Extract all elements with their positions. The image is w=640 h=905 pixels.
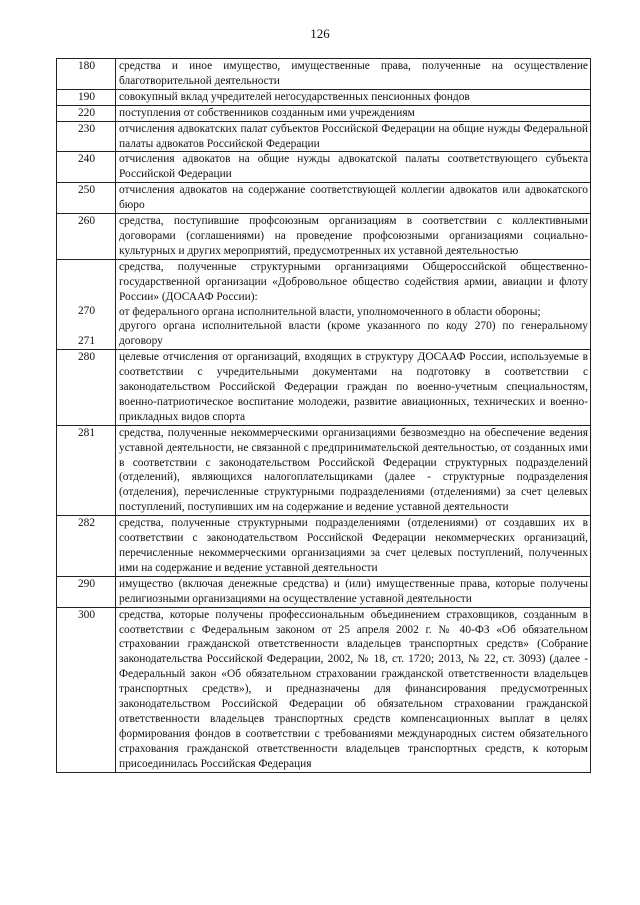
description-cell — [116, 259, 591, 349]
income-codes-table — [56, 58, 591, 773]
table-row — [57, 105, 591, 121]
description-text: поступления от собственников созданным ими учреждениям — [119, 106, 415, 119]
table-row — [57, 152, 591, 183]
code-value: 280 — [77, 351, 96, 364]
description-cell — [116, 516, 591, 577]
code-value: 190 — [77, 90, 96, 103]
code-value: 230 — [77, 122, 96, 135]
code-value: 290 — [77, 577, 96, 590]
code-cell — [57, 259, 116, 349]
code-value: 300 — [77, 608, 96, 621]
description-text: другого органа исполнительной власти (кроме указанного по коду 270) по генеральному договору — [119, 320, 588, 348]
description-cell — [116, 152, 591, 183]
description-text: средства, полученные структурными организациями Общероссийской общественно-государственной организации «Добровольное общество содействия армии, авиации и флоту России» (ДОСААФ России): — [119, 260, 588, 303]
description-text: средства, которые получены профессиональным объединением страховщиков, созданным в соответствии с Федеральным законом от 25 апреля 2002 г. № 40-ФЗ «Об обязательном страховании гражданской ответственности владельцев транспортных средств» (Собрание законодательства Российской Федерации, 2002, № 18, ст. 1720; 2013, № 22, ст. 3093) (далее - Федеральный закон «Об обязательном страховании гражданской ответственности владельцев транспортных средств»), и предназначены для финансирования предусмотренных законодательством Российской Федерации об обязательном страховании гражданской ответственности владельцев транспортных средств компенсационных выплат в целях формирования фондов в соответствии с требованиями международных систем обязательного страхования гражданской ответственности владельцев транспортных средств, к которым присоединилась Российская Федерация — [119, 608, 588, 770]
code-cell — [57, 89, 116, 105]
description-cell — [116, 59, 591, 90]
table-row — [57, 259, 591, 349]
table-row — [57, 425, 591, 515]
description-cell — [116, 183, 591, 214]
code-cell — [57, 121, 116, 152]
code-cell — [57, 105, 116, 121]
table-row — [57, 121, 591, 152]
table-row — [57, 607, 591, 772]
code-cell — [57, 576, 116, 607]
code-cell — [57, 183, 116, 214]
code-value: 240 — [77, 153, 96, 166]
description-text: совокупный вклад учредителей негосударственных пенсионных фондов — [119, 90, 470, 103]
description-text: от федерального органа исполнительной власти, уполномоченного в области обороны; — [119, 305, 541, 318]
code-value: 281 — [77, 426, 96, 439]
description-text: средства, поступившие профсоюзным организациям в соответствии с коллективными договорами (соглашениями) на проведение профсоюзными организациями социально-культурных и других мероприятий, предусмотренных их уставной деятельностью — [119, 215, 588, 257]
code-cell — [57, 152, 116, 183]
code-value: 180 — [77, 60, 96, 72]
table-row — [57, 89, 591, 105]
description-cell — [116, 576, 591, 607]
code-value: 220 — [77, 106, 96, 119]
code-cell — [57, 607, 116, 772]
code-cell — [57, 214, 116, 260]
code-value: 271 — [77, 335, 96, 348]
table-row — [57, 183, 591, 214]
description-text: средства и иное имущество, имущественные права, полученные на осуществление благотворительной деятельности — [119, 60, 588, 87]
description-cell — [116, 607, 591, 772]
table-row — [57, 214, 591, 260]
page-number: 126 — [310, 26, 330, 41]
table-row — [57, 516, 591, 577]
code-value: 270 — [77, 305, 96, 318]
description-cell — [116, 350, 591, 426]
description-text: имущество (включая денежные средства) и (или) имущественные права, которые получены религиозными организациями на осуществление уставной деятельности — [119, 577, 588, 605]
description-cell — [116, 89, 591, 105]
description-cell — [116, 105, 591, 121]
table-row — [57, 59, 591, 90]
description-cell — [116, 214, 591, 260]
description-cell — [116, 121, 591, 152]
description-text: отчисления адвокатов на содержание соответствующей коллегии адвокатов или адвокатского бюро — [119, 184, 588, 212]
description-text: целевые отчисления от организаций, входящих в структуру ДОСААФ России, используемые в соответствии с учредительными документами на подготовку в соответствии с законодательством Российской Федерации граждан по военно-учетным специальностям, военно-патриотическое воспитание молодежи, развитие авиационных, технических и военно-прикладных видов спорта — [119, 351, 588, 423]
description-text: отчисления адвокатов на общие нужды адвокатской палаты соответствующего субъекта Российской Федерации — [119, 153, 588, 181]
table-row — [57, 350, 591, 426]
code-value — [60, 260, 113, 305]
code-cell — [57, 59, 116, 90]
code-value: 260 — [77, 215, 96, 228]
code-cell — [57, 425, 116, 515]
description-text: средства, полученные некоммерческими организациями безвозмездно на обеспечение ведения уставной деятельности, не связанной с предпринимательской деятельностью, от созданных ими в соответствии с законодательством Российской Федерации структурных подразделений (отделений), являющихся налогоплательщиками (далее - структурные подразделения (отделения), перечисленные структурными подразделениями (отделениями) за счет целевых поступлений, поступивших им на содержание и ведение уставной деятельности — [119, 426, 588, 514]
description-text: средства, полученные структурными подразделениями (отделениями) от создавших их в соответствии с законодательством Российской Федерации некоммерческих организаций, перечисленные некоммерческими организациями за счет целевых поступлений, полученных ими на содержание и ведение уставной деятельности — [119, 517, 588, 574]
table-row — [57, 576, 591, 607]
description-text: отчисления адвокатских палат субъектов Российской Федерации на общие нужды Федеральной палаты адвокатов Российской Федерации — [119, 122, 588, 150]
code-cell — [57, 516, 116, 577]
code-value: 250 — [77, 184, 96, 197]
description-cell — [116, 425, 591, 515]
code-cell — [57, 350, 116, 426]
code-value: 282 — [77, 517, 96, 530]
